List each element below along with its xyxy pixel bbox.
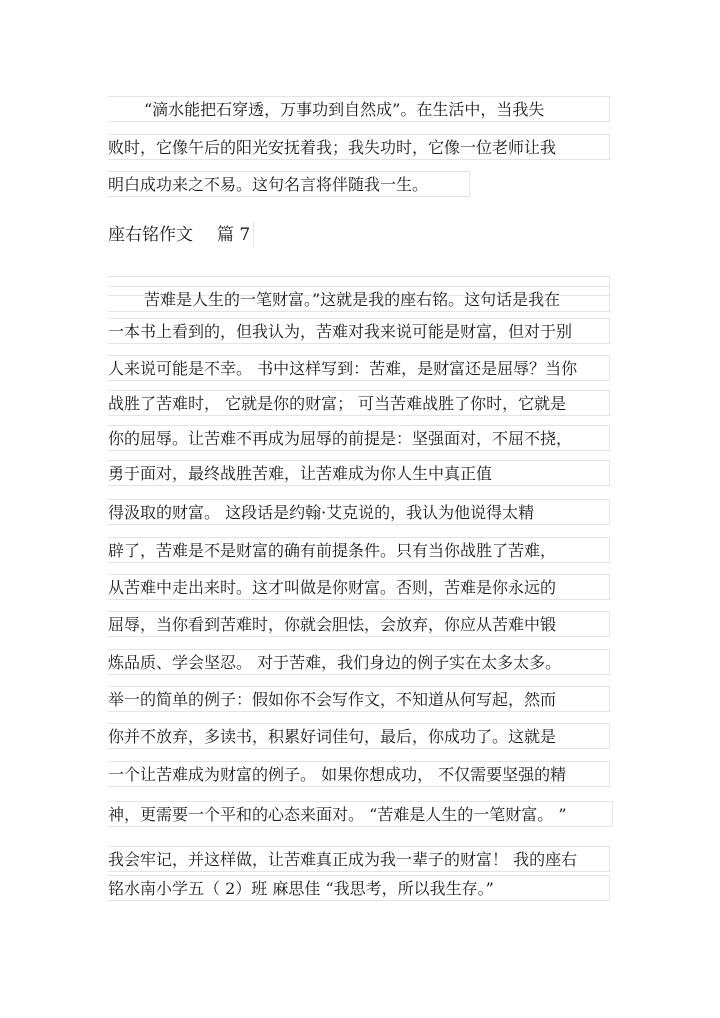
text-line: 铭水南小学五（ 2）班 麻思佳 “我思考，所以我生存。” — [108, 875, 610, 901]
text-line: 战胜了苦难时， 它就是你的财富； 可当苦难战胜了你时，它就是 — [108, 390, 610, 416]
text-line: 一本书上看到的，但我认为，苦难对我来说可能是财富，但对于别 — [108, 318, 610, 344]
text-line: 你的屈辱。让苦难不再成为屈辱的前提是：坚强面对，不屈不挠， — [108, 425, 610, 451]
text-line: 人来说可能是不幸。 书中这样写到：苦难，是财富还是屈辱？当你 — [108, 355, 610, 381]
text-line: 炼品质、学会坚忍。 对于苦难，我们身边的例子实在太多太多。 — [108, 649, 610, 675]
text-line: “滴水能把石穿透，万事功到自然成”。在生活中，当我失 — [108, 96, 610, 122]
text-line: 一个让苦难成为财富的例子。 如果你想成功， 不仅需要坚强的精 — [108, 761, 610, 787]
text-line: 从苦难中走出来时。这才叫做是你财富。否则，苦难是你永远的 — [108, 574, 610, 600]
text-line: 辟了，苦难是不是财富的确有前提条件。只有当你战胜了苦难， — [108, 537, 610, 563]
text-line: 举一的简单的例子：假如你不会写作文，不知道从何写起，然而 — [108, 686, 610, 712]
essay-heading-number: 篇 7 — [217, 225, 251, 245]
text-line: 神，更需要一个平和的心态来面对。 “苦难是人生的一笔财富。 ” — [108, 801, 613, 827]
essay-heading — [108, 222, 254, 248]
text-line: 我会牢记，并这样做，让苦难真正成为我一辈子的财富！ 我的座右 — [108, 846, 610, 872]
text-line: 得汲取的财富。 这段话是约翰·艾克说的，我认为他说得太精 — [108, 499, 610, 525]
text-line: 你并不放弃，多读书，积累好词佳句，最后，你成功了。这就是 — [108, 723, 610, 749]
text-line: 屈辱，当你看到苦难时，你就会胆怯，会放弃，你应从苦难中锻 — [108, 611, 610, 637]
text-line: 明白成功来之不易。这句名言将伴随我一生。 — [108, 171, 470, 197]
text-line: 苦难是人生的一笔财富。”这就是我的座右铭。这句话是我在 — [108, 286, 610, 312]
essay-heading-title: 座右铭作文 — [108, 225, 193, 245]
text-line: 败时，它像午后的阳光安抚着我；我失功时，它像一位老师让我 — [108, 134, 610, 160]
text-line: 勇于面对，最终战胜苦难，让苦难成为你人生中真正值 — [108, 460, 610, 486]
